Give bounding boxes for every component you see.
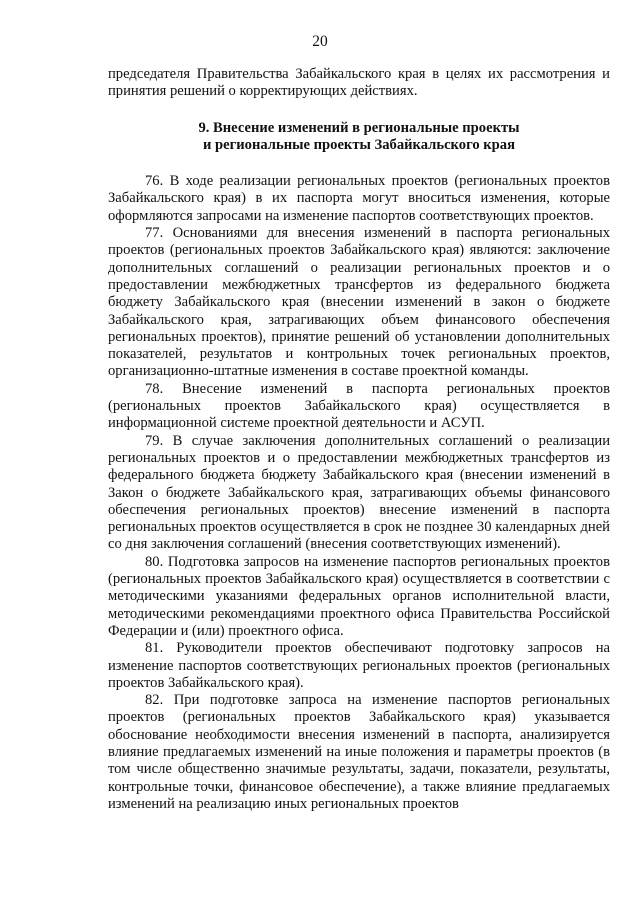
paragraph-76: 76. В ходе реализации региональных проектов (региональных проектов Забайкальского края) в их паспорта могут вноситься изменения, которые оформляются запросами на изменение паспортов соответствующих проектов.	[108, 173, 610, 224]
paragraph-77: 77. Основаниями для внесения изменений в паспорта региональных проектов (региональных проектов Забайкальского края) являются: заключение дополнительных соглашений о реализации региональных проектов и о предоставлении межбюджетных трансфертов из федерального бюджета бюджету Забайкальского края (внесении изменений в закон о бюджете Забайкальского края, затрагивающих объем финансового обеспечения региональных проектов), принятие решений об установлении дополнительных показателей, результатов и контрольных точек региональных проектов, организационно-штатные изменения в составе проектной команды.	[108, 225, 610, 380]
paragraph-82: 82. При подготовке запроса на изменение паспортов региональных проектов (региональных проектов Забайкальского края) указывается обоснование необходимости внесения изменений в паспорта, анализируется влияние предлагаемых изменений на иные положения и параметры проектов (в том числе общественно значимые результаты, задачи, показатели, результаты, контрольные точки, финансовое обеспечение), а также влияние предлагаемых изменений на реализацию иных региональных проектов	[108, 692, 610, 812]
section-heading-line-2: и региональные проекты Забайкальского края	[202, 136, 515, 153]
paragraph-78: 78. Внесение изменений в паспорта региональных проектов (региональных проектов Забайкальского края) осуществляется в информационной системе проектной деятельности и АСУП.	[108, 380, 610, 432]
page-number: 20	[312, 33, 328, 50]
section-heading-line-1: 9. Внесение изменений в региональные проекты	[198, 119, 520, 136]
paragraph-81: 81. Руководители проектов обеспечивают подготовку запросов на изменение паспортов соответствующих региональных проектов (региональных проектов Забайкальского края).	[108, 640, 610, 691]
section-heading	[108, 120, 610, 155]
continuation-paragraph: председателя Правительства Забайкальского края в целях их рассмотрения и принятия решений о корректирующих действиях.	[108, 66, 610, 100]
paragraph-79: 79. В случае заключения дополнительных соглашений о реализации региональных проектов и о предоставлении межбюджетных трансфертов из федерального бюджета бюджету Забайкальского края (внесении изменений в Закон о бюджете Забайкальского края, затрагивающих объемы финансового обеспечения региональных проектов) внесение изменений в паспорта региональных проектов осуществляется в срок не позднее 30 календарных дней со дня заключения соглашений (внесения соответствующих изменений).	[108, 432, 610, 553]
page-content	[108, 66, 610, 813]
paragraph-80: 80. Подготовка запросов на изменение паспортов региональных проектов (региональных проектов Забайкальского края) осуществляется в соответствии с методическими указаниями федеральных органов исполнительной власти, методическими рекомендациями проектного офиса Правительства Российской Федерации и (или) проектного офиса.	[108, 553, 610, 639]
